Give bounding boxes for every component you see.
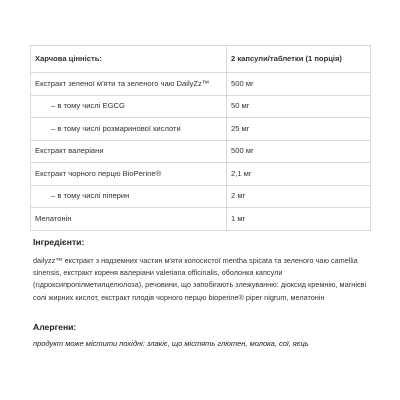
table-header-row bbox=[31, 46, 371, 73]
table-row bbox=[31, 73, 371, 96]
row-name: Екстракт зеленої м'яти та зеленого чаю DailyZz™ bbox=[31, 73, 227, 96]
table-row bbox=[31, 118, 371, 141]
table-row bbox=[31, 163, 371, 186]
row-amount: 2 мг bbox=[227, 185, 371, 208]
row-amount: 2,1 мг bbox=[227, 163, 371, 186]
nutrition-facts-table bbox=[30, 45, 371, 231]
row-amount: 500 мг bbox=[227, 73, 371, 96]
table-row bbox=[31, 185, 371, 208]
ingredients-text: dailyzz™ екстракт з надземних частин м'яти колосистої mentha spicata та зеленого чаю camellia sinensis, екстракт кореня валеріани valeriana officinalis, оболонка капсули (гідроксипропілметилцелюлоза), речовини, що запобігають злежуванню: діоксид кремнію, магнієві солі жирних кислот, екстракт плодів чорного перцю bioperine® piper nigrum, мелатонін bbox=[33, 256, 367, 302]
table-row bbox=[31, 140, 371, 163]
allergens-title: Алергени: bbox=[33, 322, 77, 332]
row-amount: 50 мг bbox=[227, 95, 371, 118]
table-row bbox=[31, 208, 371, 231]
row-amount: 500 мг bbox=[227, 140, 371, 163]
row-name: Екстракт валеріани bbox=[31, 140, 227, 163]
ingredients-title: Інгредієнти: bbox=[33, 237, 85, 247]
row-name: – в тому числі EGCG bbox=[31, 95, 227, 118]
row-name: – в тому числі розмаринової кислоти bbox=[31, 118, 227, 141]
row-name: Екстракт чорного перцю BioPerine® bbox=[31, 163, 227, 186]
row-amount: 25 мг bbox=[227, 118, 371, 141]
row-name: – в тому числі піперин bbox=[31, 185, 227, 208]
header-label: Харчова цінність: bbox=[31, 46, 227, 73]
allergens-text: продукт може містити похідні: злакіє, що містять глютен, молока, сої, яєць bbox=[33, 339, 309, 348]
row-name: Мелатонін bbox=[31, 208, 227, 231]
table-row bbox=[31, 95, 371, 118]
header-amount: 2 капсули/таблетки (1 порція) bbox=[227, 46, 371, 73]
row-amount: 1 мг bbox=[227, 208, 371, 231]
